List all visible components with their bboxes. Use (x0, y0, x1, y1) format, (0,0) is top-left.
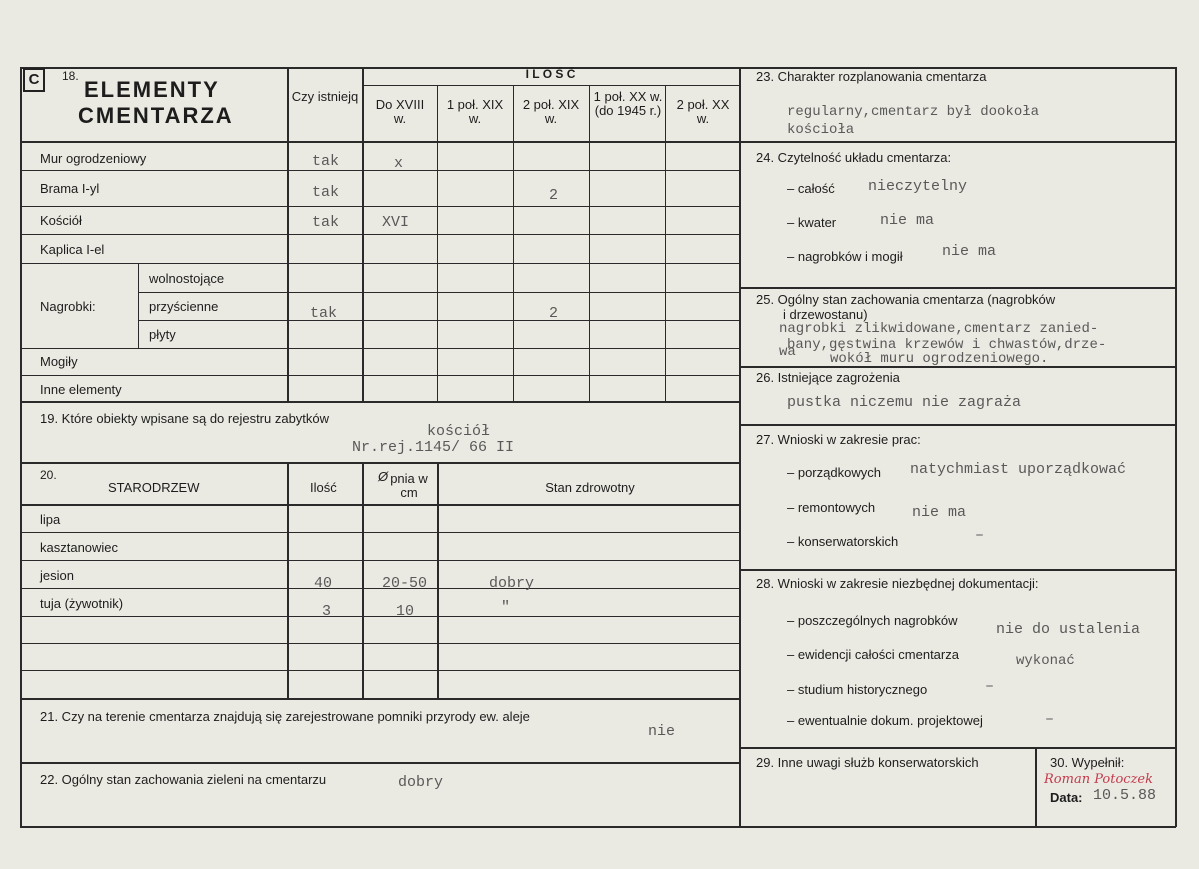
q24-nagrobkow-label: – nagrobków i mogił (787, 249, 903, 264)
q29-label: 29. Inne uwagi służb konserwatorskich (756, 755, 979, 770)
date-label: Data: (1050, 790, 1083, 805)
q27-kons-label: – konserwatorskich (787, 534, 899, 549)
trees-col-health: Stan zdrowotny (545, 480, 635, 495)
q19-answer-1: kościół (427, 423, 491, 440)
q24-kwater-answer: nie ma (880, 212, 935, 229)
q26-label: 26. Istniejące zagrożenia (756, 370, 900, 385)
q28-ewe-label: – ewentualnie dokum. projektowej (787, 713, 983, 728)
q25-answer-2b: wa (779, 344, 796, 360)
tree-row-dia: 20-50 (382, 575, 428, 592)
date-value: 10.5.88 (1093, 787, 1157, 804)
q24-kwater-label: – kwater (787, 215, 837, 230)
q24-label: 24. Czytelność układu cmentarza: (756, 150, 952, 165)
q27-rem-answer: nie ma (912, 504, 967, 521)
row-wolnostojace: wolnostojące (149, 271, 225, 286)
q25-answer-1: nagrobki zlikwidowane,cmentarz zanied- (779, 321, 1099, 337)
brama-2xix-value: 2 (549, 187, 559, 204)
col-2xx: 2 poł. XX w. (676, 97, 730, 127)
q18-number: 18. (62, 69, 79, 83)
ilosc-header: I L O Ś Ć (525, 67, 576, 81)
col-exists: Czy istniejq (291, 89, 359, 104)
tree-row-name: jesion (40, 568, 74, 583)
q27-porz-answer: natychmiast uporządkować (910, 461, 1127, 478)
row-mur: Mur ogrodzeniowy (40, 151, 147, 166)
q26-answer: pustka niczemu nie zagraża (787, 394, 1022, 411)
q30-label: 30. Wypełnił: (1050, 755, 1125, 770)
mur-xviii-value: x (394, 155, 404, 172)
col-1xx: 1 poł. XX w. (do 1945 r.) (593, 89, 663, 119)
q24-calosc-answer: nieczytelny (868, 178, 968, 195)
tree-row-name: lipa (40, 512, 61, 527)
row-kaplica: Kaplica I-el (40, 242, 105, 257)
q27-porz-label: – porządkowych (787, 465, 881, 480)
q23-label: 23. Charakter rozplanowania cmentarza (756, 69, 987, 84)
q27-rem-label: – remontowych (787, 500, 876, 515)
q23-answer-2: kościoła (787, 122, 855, 138)
row-brama: Brama I-yl (40, 181, 100, 196)
diameter-symbol: Ø (378, 469, 389, 484)
q19-label: 19. Które obiekty wpisane są do rejestru zabytków (40, 411, 330, 426)
nagrobki-exists-value: tak (310, 305, 338, 322)
q21-label: 21. Czy na terenie cmentarza znajdują się zarejestrowane pomniki przyrody ew. aleje (40, 709, 530, 724)
q19-answer-2: Nr.rej.1145/ 66 II (352, 439, 515, 456)
q28-pos-answer: nie do ustalenia (996, 621, 1141, 638)
kosciol-exists-value: tak (312, 214, 340, 231)
row-plyty: płyty (149, 327, 176, 342)
row-nagrobki: Nagrobki: (40, 299, 96, 314)
q23-answer-1: regularny,cmentarz był dookoła (787, 104, 1040, 120)
col-1xix: 1 poł. XIX w. (446, 97, 504, 127)
tree-row-count: 40 (314, 575, 333, 592)
q24-nagrobkow-answer: nie ma (942, 243, 997, 260)
tree-row-name: tuja (żywotnik) (40, 596, 124, 611)
brama-exists-value: tak (312, 184, 340, 201)
nagrobki-2xix-value: 2 (549, 305, 559, 322)
filler-stamp: Roman Potoczek (1044, 772, 1153, 787)
section-letter: C (23, 68, 45, 92)
tree-row-health: dobry (489, 575, 535, 592)
q27-kons-answer: – (975, 527, 985, 544)
q28-stud-label: – studium historycznego (787, 682, 928, 697)
q25-answer-3: wokół muru ogrodzeniowego. (830, 351, 1049, 367)
elements-title-2: CMENTARZA (78, 103, 234, 128)
q27-label: 27. Wnioski w zakresie prac: (756, 432, 921, 447)
q22-label: 22. Ogólny stan zachowania zieleni na cmentarzu (40, 772, 327, 787)
q28-ewi-answer: wykonać (1016, 653, 1075, 669)
kosciol-xviii-value: XVI (382, 214, 410, 231)
q20-number: 20. (40, 468, 57, 482)
q28-label: 28. Wnioski w zakresie niezbędnej dokumentacji: (756, 576, 1039, 591)
trees-col-count: Ilość (310, 480, 337, 495)
row-kosciol: Kościół (40, 213, 82, 228)
tree-row-count: 3 (322, 603, 332, 620)
q25-label-1: 25. Ogólny stan zachowania cmentarza (nagrobków (756, 292, 1056, 307)
q25-label-2: i drzewostanu) (783, 307, 868, 322)
q25-answer-2: bany,gęstwina krzewów i chwastów,drze- (787, 337, 1107, 353)
q28-ewi-label: – ewidencji całości cmentarza (787, 647, 959, 662)
mur-exists-value: tak (312, 153, 340, 170)
q28-ewe-answer: – (1045, 711, 1055, 728)
col-2xix: 2 poł. XIX w. (522, 97, 580, 127)
q28-pos-label: – poszczególnych nagrobków (787, 613, 958, 628)
q24-calosc-label: – całość (787, 181, 835, 196)
trees-col-dia: pnia w cm (390, 471, 428, 501)
tree-row-name: kasztanowiec (40, 540, 119, 555)
row-mogily: Mogiły (40, 354, 78, 369)
trees-title: STARODRZEW (108, 480, 200, 495)
row-inne: Inne elementy (40, 382, 122, 397)
elements-title-1: ELEMENTY (84, 77, 220, 102)
row-przyscienne: przyścienne (149, 299, 219, 314)
col-xviii: Do XVIII w. (375, 97, 425, 127)
q22-answer: dobry (398, 774, 444, 791)
q28-stud-answer: – (985, 678, 995, 695)
tree-row-dia: 10 (396, 603, 415, 620)
q21-answer: nie (648, 723, 676, 740)
tree-row-health: " (501, 599, 511, 616)
